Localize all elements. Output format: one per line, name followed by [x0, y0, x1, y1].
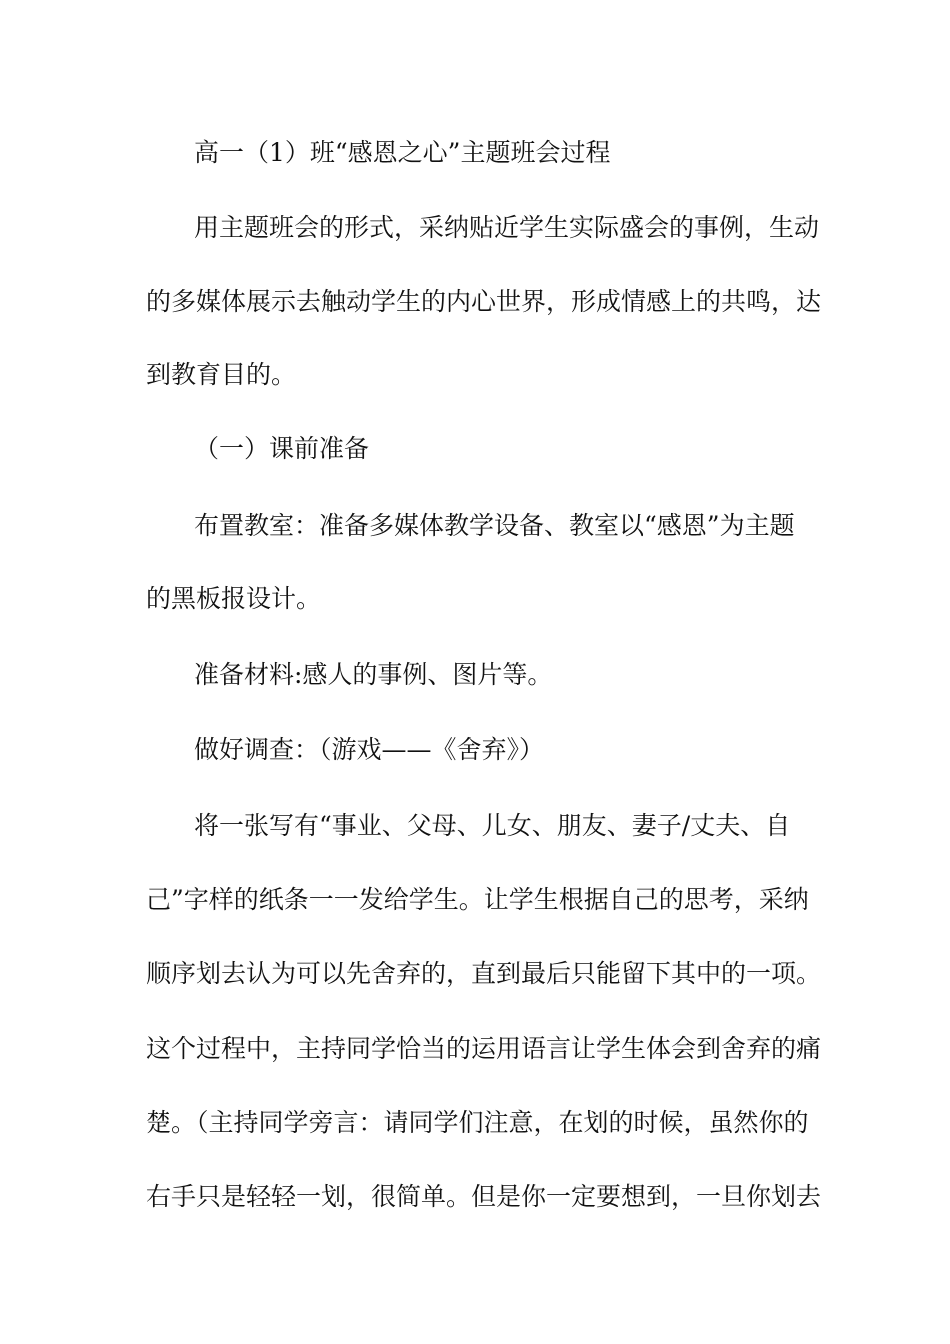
paragraph-line: 的多媒体展示去触动学生的内心世界，形成情感上的共鸣，达 [146, 287, 822, 316]
paragraph-line: 到教育目的。 [146, 360, 297, 389]
paragraph-line: 这个过程中，主持同学恰当的运用语言让学生体会到舍弃的痛 [146, 1034, 822, 1063]
paragraph-line: 布置教室：准备多媒体教学设备、教室以“感恩”为主题 [194, 511, 795, 540]
paragraph-line: 右手只是轻轻一划，很简单。但是你一定要想到，一旦你划去 [146, 1182, 822, 1211]
paragraph-line: 准备材料:感人的事例、图片等。 [194, 660, 553, 689]
paragraph-line: 楚。（主持同学旁言：请同学们注意，在划的时候，虽然你的 [146, 1108, 809, 1137]
paragraph-line: 的黑板报设计。 [146, 584, 322, 613]
paragraph-line: 顺序划去认为可以先舍弃的，直到最后只能留下其中的一项。 [146, 959, 822, 988]
paragraph-line: 将一张写有“事业、父母、儿女、朋友、妻子/丈夫、自 [194, 811, 791, 840]
paragraph-line: 做好调查：（游戏——《舍弃》） [194, 735, 545, 764]
document-title: 高一（1）班“感恩之心”主题班会过程 [194, 138, 611, 167]
section-heading: （一）课前准备 [194, 434, 370, 463]
paragraph-line: 用主题班会的形式，采纳贴近学生实际盛会的事例，生动 [194, 213, 820, 242]
paragraph-line: 己”字样的纸条一一发给学生。让学生根据自己的思考，采纳 [146, 885, 809, 914]
